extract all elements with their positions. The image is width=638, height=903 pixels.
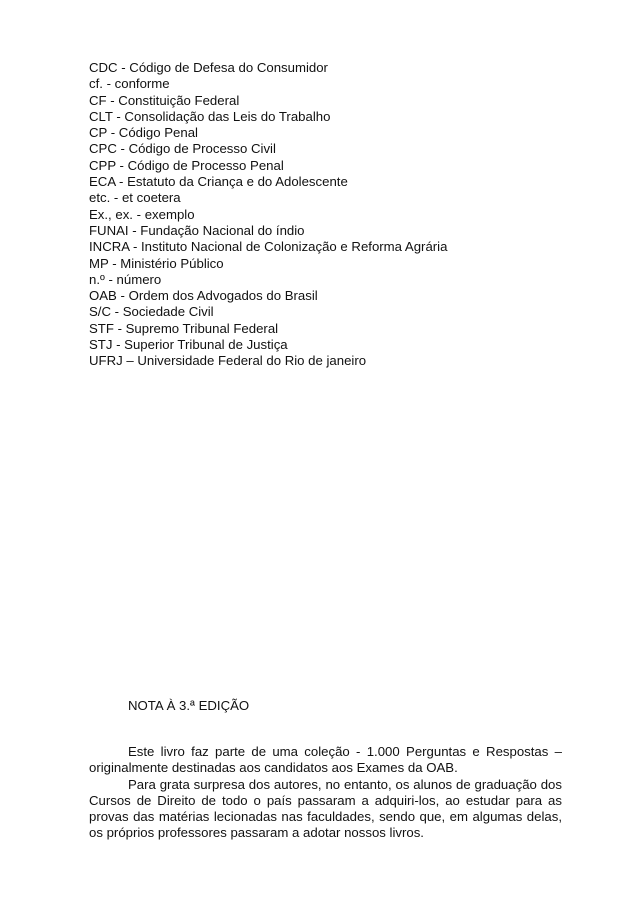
abbreviation-entry: etc. - et coetera	[89, 190, 181, 206]
abbreviation-entry: S/C - Sociedade Civil	[89, 304, 214, 320]
note-paragraph: Para grata surpresa dos autores, no entanto, os alunos de graduação dos Cursos de Direito de todo o país passaram a adquiri-los, ao estudar para as provas das matérias lecionadas nas faculdades, sendo que, em algumas delas, os próprios professores passaram a adotar nossos livros.	[89, 776, 562, 841]
abbreviation-entry: CP - Código Penal	[89, 125, 198, 141]
abbreviation-entry: CPC - Código de Processo Civil	[89, 141, 276, 157]
abbreviation-entry: n.º - número	[89, 271, 162, 287]
abbreviation-list	[89, 60, 569, 370]
abbreviation-entry: CLT - Consolidação das Leis do Trabalho	[89, 108, 331, 124]
abbreviation-entry: OAB - Ordem dos Advogados do Brasil	[89, 288, 318, 304]
abbreviation-entry: CPP - Código de Processo Penal	[89, 157, 284, 173]
abbreviation-entry: cf. - conforme	[89, 76, 170, 92]
abbreviation-entry: UFRJ – Universidade Federal do Rio de janeiro	[89, 353, 367, 369]
note-title: NOTA À 3.ª EDIÇÃO	[128, 698, 250, 713]
abbreviation-entry: STJ - Superior Tribunal de Justiça	[89, 337, 288, 353]
abbreviation-entry: MP - Ministério Público	[89, 255, 224, 271]
abbreviation-entry: FUNAI - Fundação Nacional do índio	[89, 222, 305, 238]
abbreviation-entry: CF - Constituição Federal	[89, 92, 240, 108]
abbreviation-entry: STF - Supremo Tribunal Federal	[89, 320, 279, 336]
note-paragraph: Este livro faz parte de uma coleção - 1.000 Perguntas e Respostas – originalmente destinadas aos candidatos aos Exames da OAB.	[89, 744, 562, 776]
note-body	[89, 744, 562, 842]
abbreviation-entry: ECA - Estatuto da Criança e do Adolescente	[89, 174, 348, 190]
abbreviation-entry: CDC - Código de Defesa do Consumidor	[89, 60, 328, 75]
abbreviation-entry: Ex., ex. - exemplo	[89, 206, 195, 222]
abbreviation-entry: INCRA - Instituto Nacional de Colonização e Reforma Agrária	[89, 239, 448, 255]
